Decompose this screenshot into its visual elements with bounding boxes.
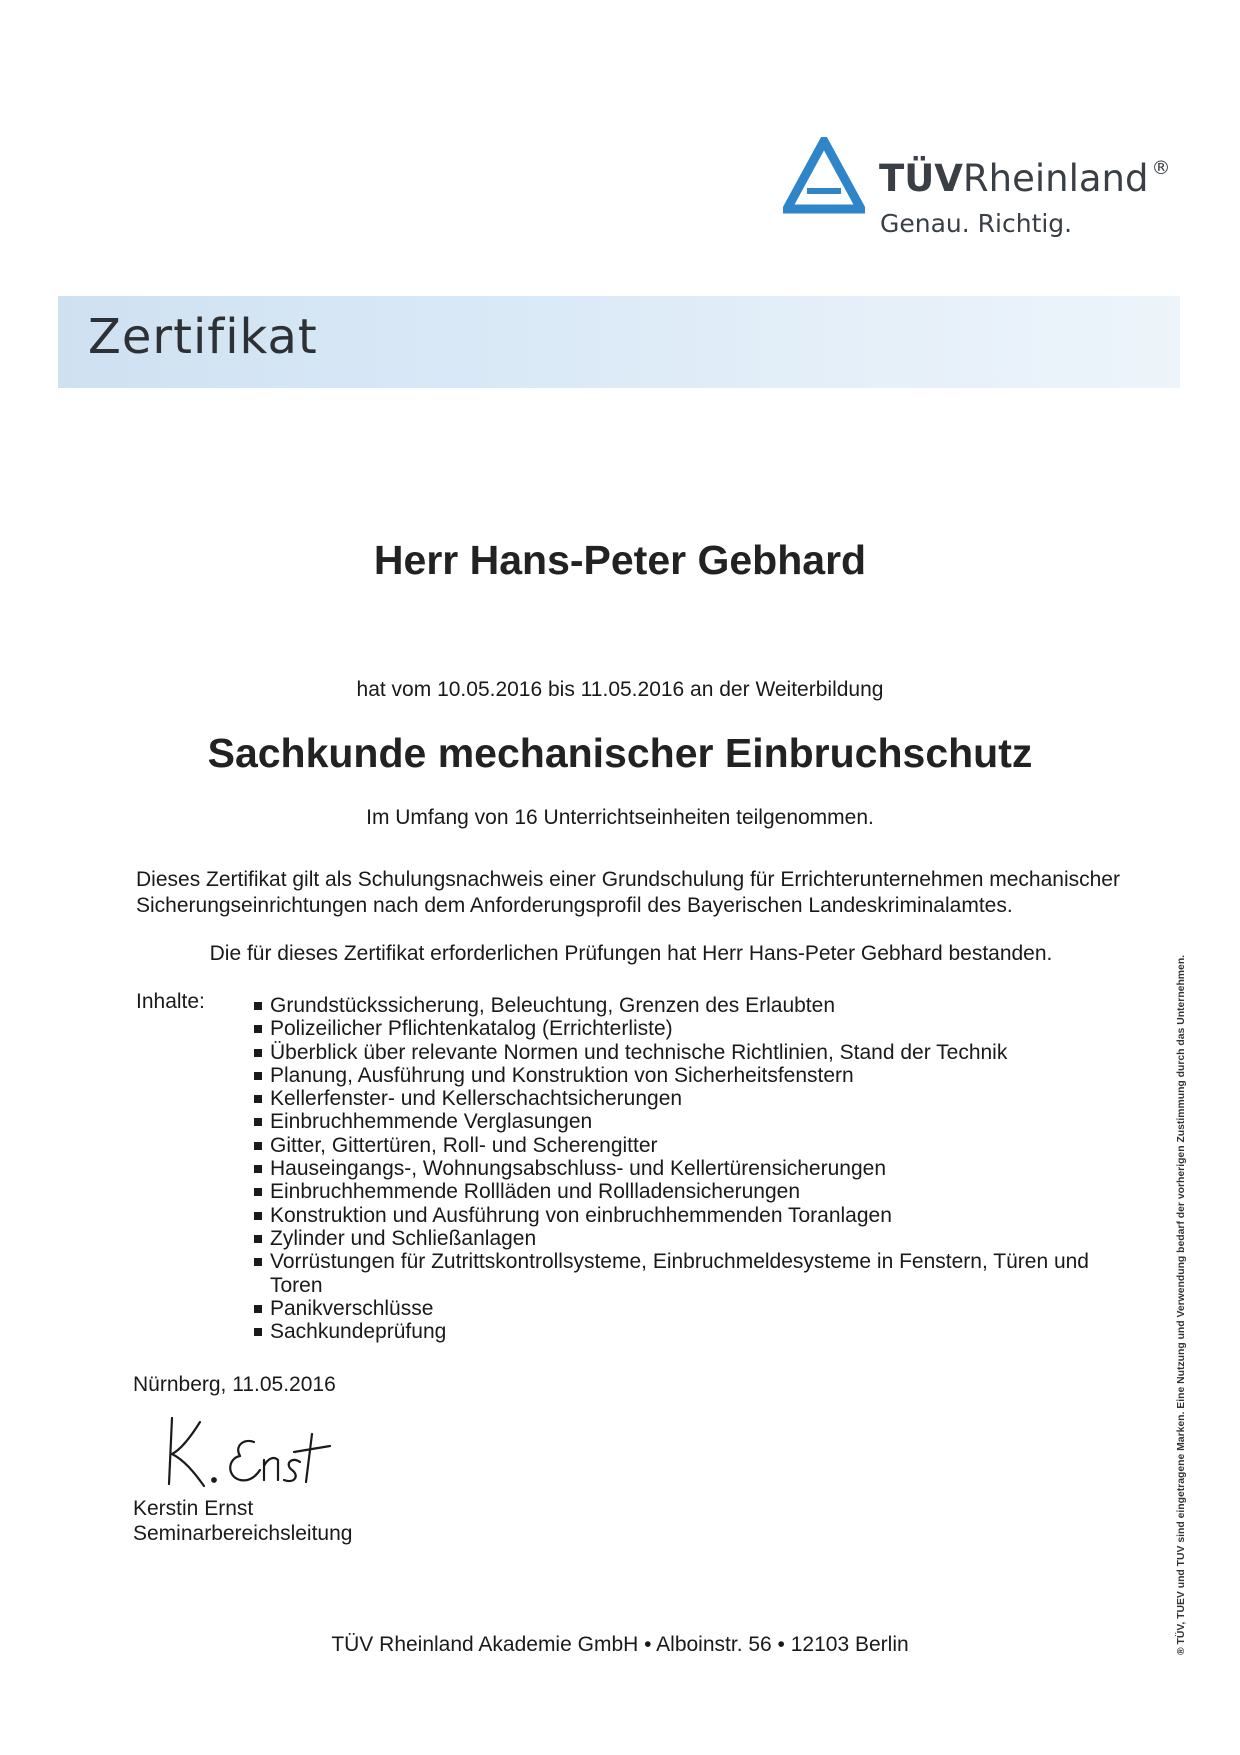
list-item: Grundstückssicherung, Beleuchtung, Grenzen des Erlaubten (254, 994, 1114, 1017)
signer-name: Kerstin Ernst (133, 1497, 254, 1520)
list-item: Gitter, Gittertüren, Roll- und Scherengitter (254, 1134, 1114, 1157)
list-item: Panikverschlüsse (254, 1297, 1114, 1320)
brand-regular: Rheinland (962, 157, 1149, 200)
list-item: Konstruktion und Ausführung von einbruchhemmenden Toranlagen (254, 1204, 1114, 1227)
list-item: Einbruchhemmende Verglasungen (254, 1110, 1114, 1133)
title-band (58, 296, 1180, 388)
training-period: hat vom 10.05.2016 bis 11.05.2016 an der Weiterbildung (356, 678, 884, 701)
signer-role: Seminarbereichsleitung (133, 1522, 353, 1545)
brand-name (879, 157, 1170, 200)
exam-statement: Die für dieses Zertifikat erforderlichen Prüfungen hat Herr Hans-Peter Gebhard bestanden. (209, 942, 1053, 965)
contents-list (254, 994, 1114, 1343)
list-item: Überblick über relevante Normen und technische Richtlinien, Stand der Technik (254, 1041, 1114, 1064)
contents-label: Inhalte: (136, 990, 205, 1013)
certificate-statement: Dieses Zertifikat gilt als Schulungsnachweis einer Grundschulung für Errichterunternehmen mechanischer Sicherungseinrichtungen nach dem Anforderungsprofil des Bayerischen Landeskriminalamtes. (136, 868, 1120, 917)
brand-slogan: Genau. Richtig. (880, 209, 1073, 238)
place-and-date: Nürnberg, 11.05.2016 (133, 1373, 336, 1396)
course-title: Sachkunde mechanischer Einbruchschutz (207, 730, 1033, 776)
list-item: Einbruchhemmende Rollläden und Rollladensicherungen (254, 1180, 1114, 1203)
triangle-logo-icon (783, 137, 865, 215)
handwritten-signature (160, 1412, 360, 1492)
legal-trademark-note: ® TÜV, TUEV und TUV sind eingetragene Marken. Eine Nutzung und Verwendung bedarf der vorherigen Zustimmung durch das Unternehmen. (1176, 954, 1187, 1655)
tuv-rheinland-logo (783, 132, 1183, 242)
training-scope: Im Umfang von 16 Unterrichtseinheiten teilgenommen. (366, 806, 874, 829)
list-item: Hauseingangs-, Wohnungsabschluss- und Kellertürensicherungen (254, 1157, 1114, 1180)
recipient-name: Herr Hans-Peter Gebhard (373, 537, 867, 583)
list-item: Zylinder und Schließanlagen (254, 1227, 1114, 1250)
page-title: Zertifikat (88, 309, 318, 365)
list-item: Planung, Ausführung und Konstruktion von Sicherheitsfenstern (254, 1064, 1114, 1087)
brand-bold: TÜV (879, 157, 963, 200)
list-item: Sachkundeprüfung (254, 1320, 1114, 1343)
registered-mark: ® (1151, 157, 1171, 179)
list-item: Polizeilicher Pflichtenkatalog (Errichterliste) (254, 1017, 1114, 1040)
list-item: Kellerfenster- und Kellerschachtsicherungen (254, 1087, 1114, 1110)
footer-address: TÜV Rheinland Akademie GmbH • Alboinstr. 56 • 12103 Berlin (331, 1633, 909, 1656)
list-item: Vorrüstungen für Zutrittskontrollsysteme, Einbruchmeldesysteme in Fenstern, Türen und Toren (254, 1250, 1114, 1297)
